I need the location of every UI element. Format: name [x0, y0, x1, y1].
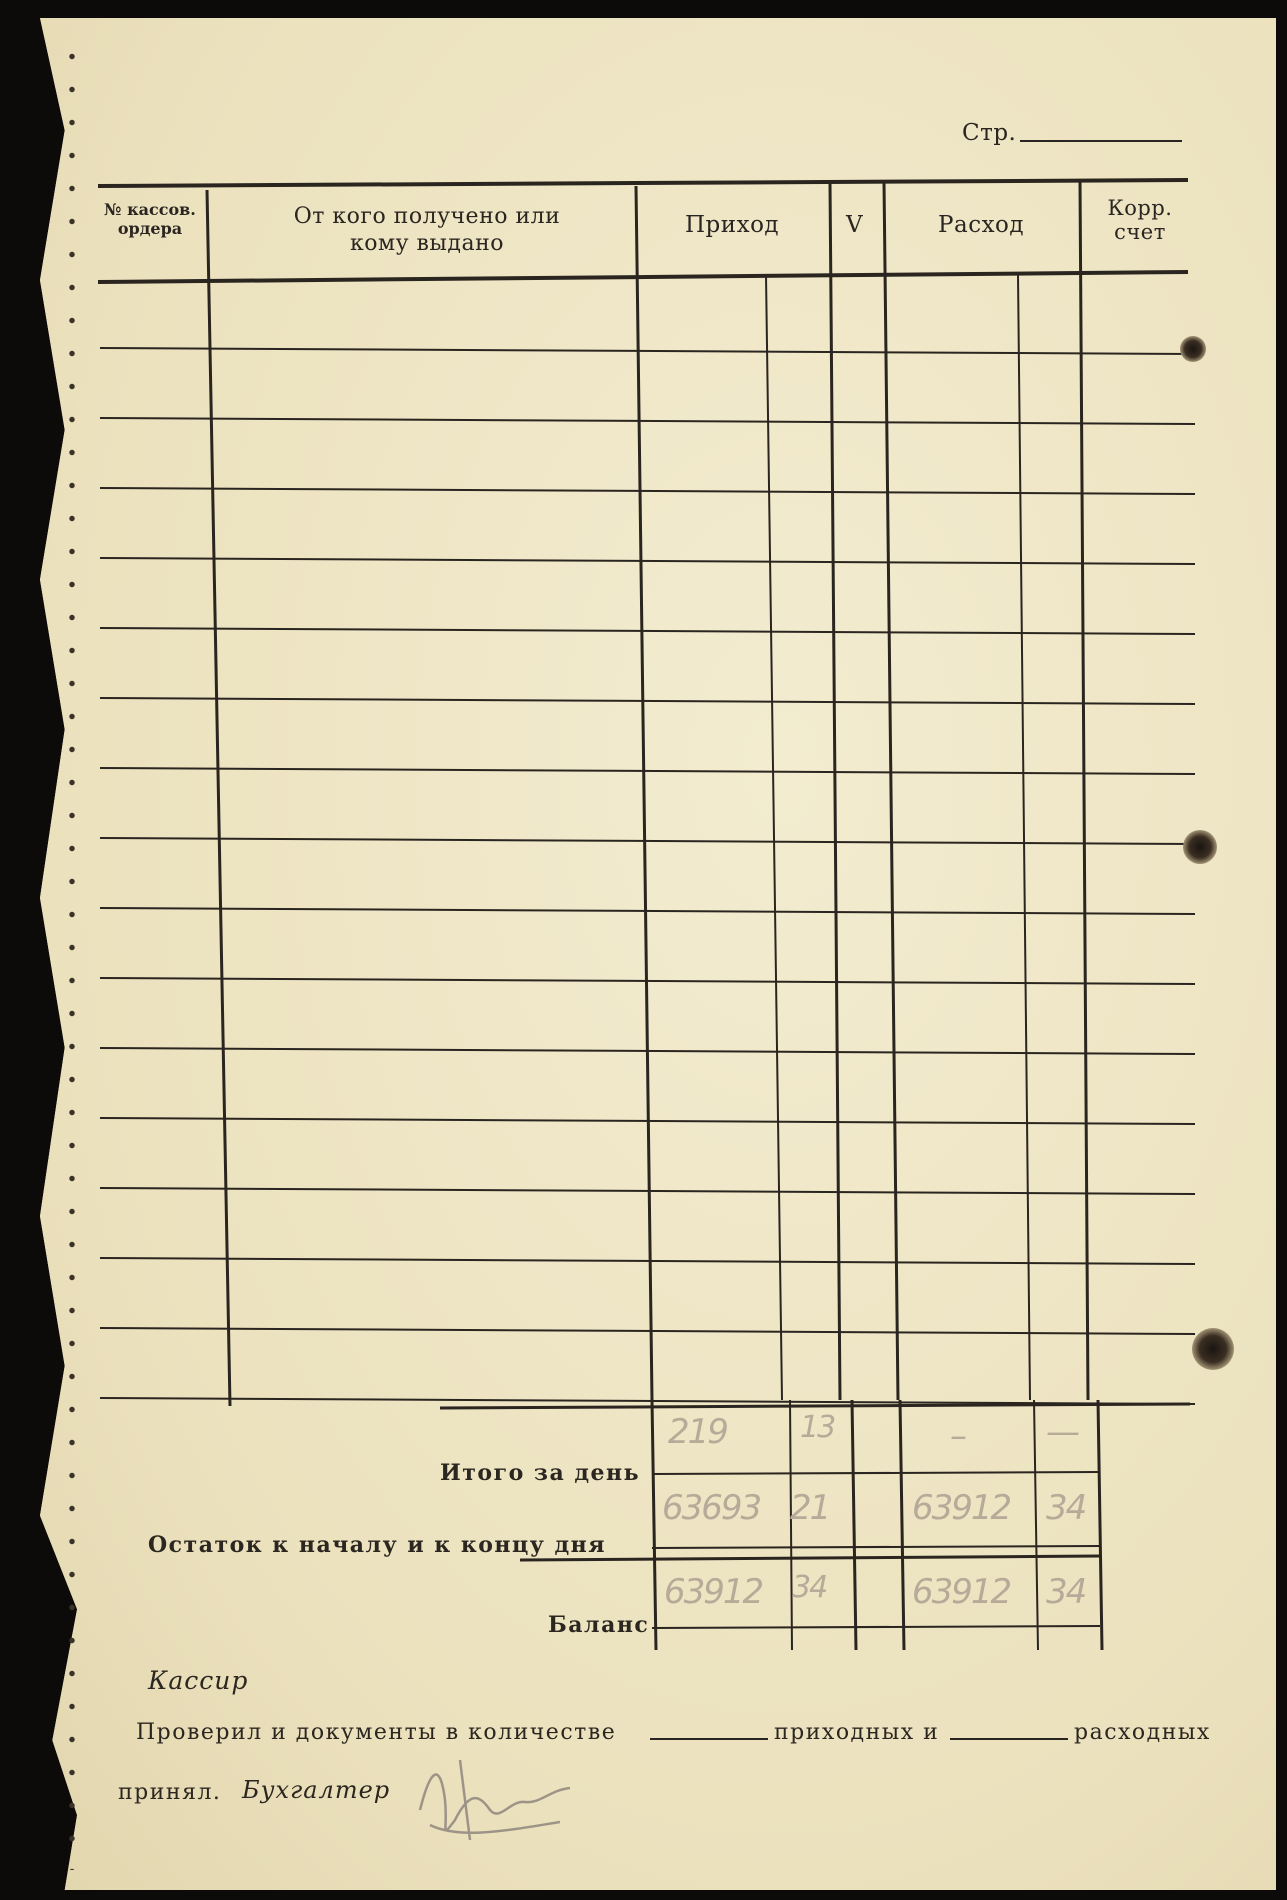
balance-income-rub: 63912 [664, 1572, 763, 1612]
kopeck-divider [766, 275, 782, 1400]
column-divider [830, 182, 840, 1400]
binder-hole [1192, 1328, 1234, 1370]
ledger-row-rule [100, 488, 1195, 494]
ledger-row-rule [100, 418, 1195, 424]
kopeck-divider [1018, 275, 1030, 1400]
cashier-label: Кассир [148, 1666, 249, 1695]
header-expense: Расход [938, 212, 1025, 238]
column-divider [884, 182, 898, 1400]
totals-row-rule [652, 1472, 1100, 1474]
start-expense-kop: 34 [1046, 1488, 1086, 1528]
header-corr-account: Корр. счет [1107, 196, 1173, 244]
checked-text: Проверил и документы в количестве [136, 1720, 617, 1745]
ledger-row-rule [100, 1328, 1195, 1334]
page-label: Стр. [962, 120, 1017, 146]
header-from-whom: От кого получено или кому выдано [293, 204, 561, 256]
binder-hole [1180, 336, 1206, 362]
ledger-row-rule [100, 348, 1195, 354]
accountant-signature [400, 1730, 600, 1860]
ledger-row-rule [100, 768, 1195, 774]
totals-row-rule [652, 1626, 1100, 1628]
ledger-row-rule [100, 1258, 1195, 1264]
ledger-row-rule [100, 628, 1195, 634]
totals-divider [1034, 1400, 1038, 1650]
ledger-row-rule [100, 838, 1195, 844]
accountant-label: Бухгалтер [242, 1776, 391, 1804]
ledger-row-rule [100, 908, 1195, 914]
day-expense-rub: – [950, 1416, 965, 1456]
header-top-rule [98, 180, 1188, 186]
ledger-row-rule [100, 698, 1195, 704]
totals-divider [852, 1400, 856, 1650]
header-check: V [846, 212, 864, 238]
totals-divider [652, 1400, 656, 1650]
header-order-no: № кассов. ордера [104, 200, 196, 238]
incoming-count-line [650, 1736, 780, 1742]
binder-hole [1183, 830, 1217, 864]
balance-income-kop: 34 [792, 1570, 827, 1605]
incoming-label: приходных и [774, 1720, 940, 1745]
day-income-rub: 219 [668, 1412, 727, 1452]
balance-start-end-label: Остаток к началу и к концу дня [148, 1532, 607, 1558]
column-divider [636, 186, 652, 1400]
accepted-label: принял. [118, 1780, 222, 1805]
column-divider [1080, 180, 1088, 1400]
start-expense-rub: 63912 [912, 1488, 1011, 1528]
day-expense-kop: — [1046, 1412, 1078, 1452]
column-divider [207, 190, 230, 1406]
header-bottom-rule [98, 272, 1188, 282]
start-income-kop: 21 [790, 1488, 830, 1528]
balance-label: Баланс [548, 1612, 650, 1638]
day-income-kop: 13 [800, 1410, 835, 1445]
balance-expense-kop: 34 [1046, 1572, 1086, 1612]
header-income: Приход [685, 212, 780, 238]
start-income-rub: 63693 [662, 1488, 761, 1528]
outgoing-count-line [950, 1736, 1080, 1742]
ledger-row-rule [100, 558, 1195, 564]
totals-row-rule [520, 1556, 1100, 1560]
ledger-row-rule [100, 1188, 1195, 1194]
table-bottom-rule [440, 1404, 1190, 1408]
outgoing-label: расходных [1074, 1720, 1211, 1745]
totals-row-rule [652, 1546, 1100, 1548]
balance-expense-rub: 63912 [912, 1572, 1011, 1612]
totals-divider [900, 1400, 904, 1650]
totals-divider [1098, 1400, 1102, 1650]
day-total-label: Итого за день [440, 1460, 641, 1486]
